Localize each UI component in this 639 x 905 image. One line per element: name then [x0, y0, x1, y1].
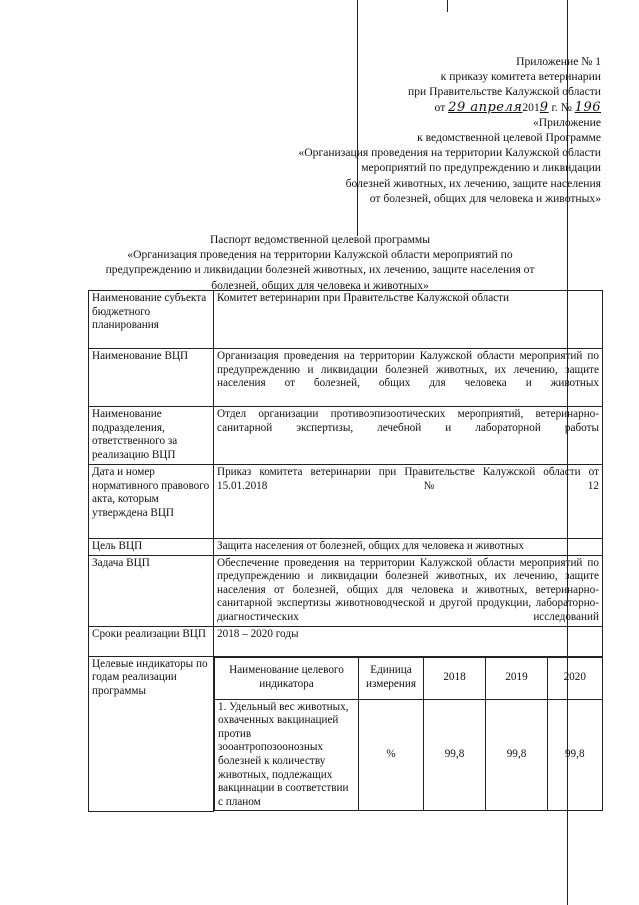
- row-label: Сроки реализации ВЦП: [89, 626, 214, 656]
- appendix-line: «Организация проведения на территории Калужской области: [298, 146, 601, 160]
- title-line: «Организация проведения на территории Калужской области мероприятий по: [127, 248, 513, 262]
- header-cell: Наименование целевого индикатора: [215, 657, 359, 699]
- row-label: Наименование подразделения, ответственного за реализацию ВЦП: [89, 407, 214, 465]
- appendix-line: от болезней, общих для человека и животных»: [369, 191, 601, 205]
- table-row: [215, 699, 603, 811]
- handwritten-number: 196: [574, 99, 601, 115]
- indicator-2019: 99,8: [486, 699, 548, 811]
- row-label: Целевые индикаторы по годам реализации программы: [89, 656, 214, 811]
- appendix-line: к ведомственной целевой Программе: [417, 131, 601, 145]
- appendix-date-line: от 29 апреля2019 г. № 196: [434, 99, 601, 115]
- appendix-block: [241, 54, 601, 206]
- appendix-line: Приложение № 1: [516, 55, 601, 68]
- header-cell: Единица измерения: [359, 657, 424, 699]
- appendix-line: мероприятий по предупреждению и ликвидации: [361, 161, 601, 175]
- row-label: Задача ВЦП: [89, 555, 214, 626]
- appendix-line: «Приложение: [532, 115, 601, 129]
- indicators-header-row: [215, 657, 603, 699]
- row-value: Обеспечение проведения на территории Калужской области мероприятий по предупреждению и ликвидации болезней животных, их лечению, защите населения от болезней, общих для человека и животных, ветеринарно-санитарной экспертизы животноводческой и другой продукции, лабораторно-диагностических исследований: [214, 555, 603, 626]
- indicators-table: [214, 657, 603, 812]
- row-label: Дата и номер нормативного правового акта, которым утверждена ВЦП: [89, 465, 214, 539]
- title-line: предупреждению и ликвидации болезней животных, их лечению, защите населения от: [105, 263, 535, 277]
- table-row: [89, 539, 603, 556]
- document-title: [70, 232, 570, 293]
- handwritten-year: 9: [539, 99, 549, 115]
- indicator-2018: 99,8: [424, 699, 486, 811]
- scan-tick-top: [447, 0, 448, 12]
- indicator-name: 1. Удельный вес животных, охваченных вакцинацией против зооантропозоонозных болезней к количеству животных, подлежащих вакцинации в соответствии с планом: [215, 699, 359, 811]
- table-row: [89, 465, 603, 539]
- indicators-cell: [214, 656, 603, 811]
- row-value: Организация проведения на территории Калужской области мероприятий по предупреждению и ликвидации болезней животных, их лечению, защите населения от болезней, общих для человека и животных: [214, 349, 603, 407]
- row-value: Приказ комитета ветеринарии при Правительстве Калужской области от 15.01.2018 №12: [214, 465, 603, 539]
- passport-table: [88, 290, 603, 812]
- row-value: Защита населения от болезней, общих для человека и животных: [214, 539, 603, 556]
- indicator-2020: 99,8: [548, 699, 603, 811]
- row-value: 2018 – 2020 годы: [214, 626, 603, 656]
- row-value: Комитет ветеринарии при Правительстве Калужской области: [214, 291, 603, 349]
- row-value: Отдел организации противоэпизоотических мероприятий, ветеринарно-санитарной экспертизы, лечебной и лабораторной работы: [214, 407, 603, 465]
- row-label: Наименование ВЦП: [89, 349, 214, 407]
- header-cell: 2018: [424, 657, 486, 699]
- title-line: Паспорт ведомственной целевой программы: [209, 233, 431, 246]
- appendix-line: к приказу комитета ветеринарии: [440, 70, 601, 84]
- table-row: [89, 291, 603, 349]
- appendix-line: болезней животных, их лечению, защите населения: [345, 176, 601, 190]
- handwritten-date: 29 апреля: [448, 99, 523, 115]
- table-row: [89, 555, 603, 626]
- header-cell: 2020: [548, 657, 603, 699]
- row-label: Наименование субъекта бюджетного планирования: [89, 291, 214, 349]
- row-label: Цель ВЦП: [89, 539, 214, 556]
- table-row: [89, 626, 603, 656]
- title-line: болезней, общих для человека и животных»: [211, 278, 429, 292]
- table-row: [89, 407, 603, 465]
- indicator-unit: %: [359, 699, 424, 811]
- appendix-line: при Правительстве Калужской области: [408, 85, 601, 99]
- table-row: [89, 349, 603, 407]
- table-row: [89, 656, 603, 811]
- header-cell: 2019: [486, 657, 548, 699]
